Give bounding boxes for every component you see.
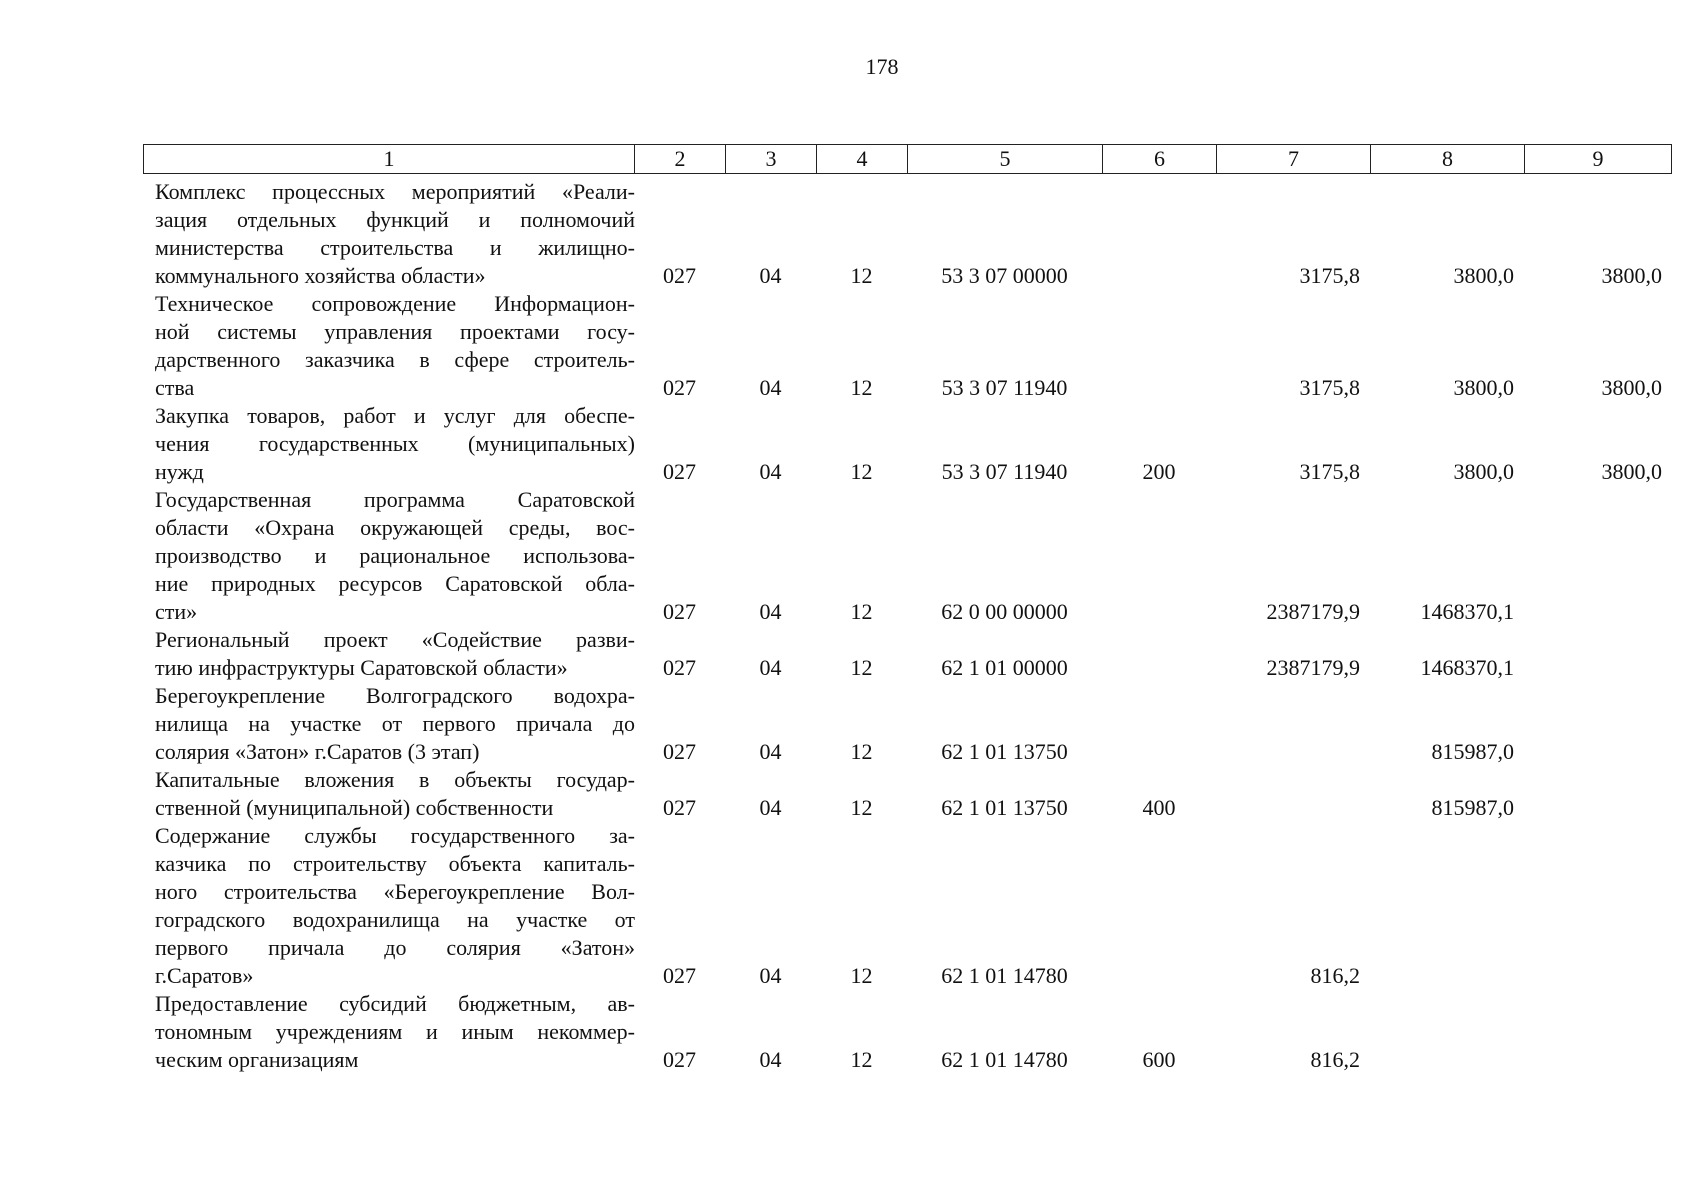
cell-col-7: 3175,8 [1299, 375, 1360, 400]
cell-col-2: 027 [663, 795, 696, 820]
cell-col-9: 3800,0 [1601, 459, 1662, 484]
cell-col-4: 12 [850, 795, 873, 820]
cell-col-7: 3175,8 [1299, 263, 1360, 288]
cell-col-8: 3800,0 [1453, 375, 1514, 400]
description-line: Региональный проект «Содействие разви- [155, 627, 635, 652]
row-values [143, 458, 1671, 486]
description-line: ние природных ресурсов Саратовской обла- [155, 571, 635, 596]
cell-col-3: 04 [759, 263, 782, 288]
cell-col-3: 04 [759, 375, 782, 400]
description-line: Техническое сопровождение Информацион- [155, 291, 635, 316]
cell-col-2: 027 [663, 739, 696, 764]
cell-col-3: 04 [759, 739, 782, 764]
cell-col-6: 200 [1142, 459, 1176, 484]
cell-col-4: 12 [850, 655, 873, 680]
cell-col-4: 12 [850, 263, 873, 288]
cell-col-3: 04 [759, 795, 782, 820]
column-header-2: 2 [635, 145, 726, 174]
table-row [143, 766, 1671, 822]
column-header-4: 4 [817, 145, 908, 174]
table-row [143, 626, 1671, 682]
cell-col-7: 2387179,9 [1266, 655, 1360, 680]
table-row [143, 990, 1671, 1074]
description-line: г.Саратов» [155, 963, 254, 988]
cell-col-7: 816,2 [1310, 1047, 1360, 1072]
cell-col-5: 62 1 01 00000 [941, 655, 1068, 680]
cell-col-4: 12 [850, 963, 873, 988]
description-line: Комплекс процессных мероприятий «Реали- [155, 179, 635, 204]
cell-col-6: 400 [1142, 795, 1176, 820]
cell-col-3: 04 [759, 599, 782, 624]
cell-col-8: 1468370,1 [1420, 599, 1514, 624]
description-line: Содержание службы государственного за- [155, 823, 635, 848]
cell-col-8: 1468370,1 [1420, 655, 1514, 680]
column-header-row [143, 144, 1672, 174]
description-line: производство и рациональное использова- [155, 543, 635, 568]
row-values [143, 962, 1671, 990]
cell-col-5: 53 3 07 00000 [941, 263, 1068, 288]
table-row [143, 682, 1671, 766]
cell-col-2: 027 [663, 375, 696, 400]
cell-col-5: 62 0 00 00000 [941, 599, 1068, 624]
description-line: Государственная программа Саратовской [155, 487, 635, 512]
cell-col-2: 027 [663, 263, 696, 288]
description-line: гоградского водохранилища на участке от [155, 907, 635, 932]
description-line: тию инфраструктуры Саратовской области» [155, 655, 568, 680]
cell-col-2: 027 [663, 1047, 696, 1072]
cell-col-7: 2387179,9 [1266, 599, 1360, 624]
cell-col-5: 62 1 01 13750 [941, 795, 1068, 820]
column-header-3: 3 [726, 145, 817, 174]
cell-col-2: 027 [663, 599, 696, 624]
row-values [143, 794, 1671, 822]
description-line: чения государственных (муниципальных) [155, 431, 635, 456]
description-line: министерства строительства и жилищно- [155, 235, 635, 260]
page-number: 178 [865, 54, 899, 79]
cell-col-3: 04 [759, 459, 782, 484]
column-header-5: 5 [908, 145, 1103, 174]
description-line: ной системы управления проектами госу- [155, 319, 635, 344]
description-line: нилища на участке от первого причала до [155, 711, 635, 736]
description-line: Предоставление субсидий бюджетным, ав- [155, 991, 635, 1016]
description-line: казчика по строительству объекта капиталь- [155, 851, 635, 876]
cell-col-3: 04 [759, 963, 782, 988]
cell-col-2: 027 [663, 655, 696, 680]
description-line: Берегоукрепление Волгоградского водохра- [155, 683, 635, 708]
column-header-9: 9 [1525, 145, 1672, 174]
description-line: тономным учреждениям и иным некоммер- [155, 1019, 635, 1044]
cell-col-9: 3800,0 [1601, 375, 1662, 400]
cell-col-2: 027 [663, 459, 696, 484]
description-line: Капитальные вложения в объекты государ- [155, 767, 635, 792]
table-row [143, 178, 1671, 290]
cell-col-4: 12 [850, 1047, 873, 1072]
table-row [143, 290, 1671, 402]
cell-col-4: 12 [850, 375, 873, 400]
row-values [143, 262, 1671, 290]
description-line: сти» [155, 599, 198, 624]
description-line: дарственного заказчика в сфере строитель- [155, 347, 635, 372]
cell-col-5: 53 3 07 11940 [941, 459, 1068, 484]
description-line: ческим организациям [155, 1047, 359, 1072]
cell-col-8: 815987,0 [1431, 795, 1514, 820]
cell-col-4: 12 [850, 739, 873, 764]
description-line: солярия «Затон» г.Саратов (3 этап) [155, 739, 480, 764]
table-row [143, 486, 1671, 626]
cell-col-5: 62 1 01 14780 [941, 963, 1068, 988]
column-header-8: 8 [1371, 145, 1525, 174]
column-header-6: 6 [1103, 145, 1217, 174]
column-header-7: 7 [1217, 145, 1371, 174]
row-values [143, 598, 1671, 626]
cell-col-7: 3175,8 [1299, 459, 1360, 484]
cell-col-8: 3800,0 [1453, 459, 1514, 484]
cell-col-5: 53 3 07 11940 [941, 375, 1068, 400]
description-line: ственной (муниципальной) собственности [155, 795, 554, 820]
description-line: первого причала до солярия «Затон» [155, 935, 635, 960]
cell-col-5: 62 1 01 14780 [941, 1047, 1068, 1072]
cell-col-3: 04 [759, 1047, 782, 1072]
cell-col-9: 3800,0 [1601, 263, 1662, 288]
description-line: нужд [155, 459, 204, 484]
cell-col-3: 04 [759, 655, 782, 680]
description-line: области «Охрана окружающей среды, вос- [155, 515, 635, 540]
cell-col-8: 3800,0 [1453, 263, 1514, 288]
description-line: Закупка товаров, работ и услуг для обеспе- [155, 403, 635, 428]
column-header-1: 1 [144, 145, 635, 174]
cell-col-6: 600 [1142, 1047, 1176, 1072]
table-row [143, 402, 1671, 486]
table-body [143, 178, 1671, 1074]
description-line: коммунального хозяйства области» [155, 263, 486, 288]
row-values [143, 654, 1671, 682]
row-values [143, 1046, 1671, 1074]
description-line: ного строительства «Берегоукрепление Вол- [155, 879, 635, 904]
table-row [143, 822, 1671, 990]
cell-col-5: 62 1 01 13750 [941, 739, 1068, 764]
cell-col-8: 815987,0 [1431, 739, 1514, 764]
cell-col-4: 12 [850, 599, 873, 624]
description-line: зация отдельных функций и полномочий [155, 207, 635, 232]
cell-col-4: 12 [850, 459, 873, 484]
description-line: ства [155, 375, 195, 400]
row-values [143, 374, 1671, 402]
cell-col-2: 027 [663, 963, 696, 988]
cell-col-7: 816,2 [1310, 963, 1360, 988]
row-values [143, 738, 1671, 766]
